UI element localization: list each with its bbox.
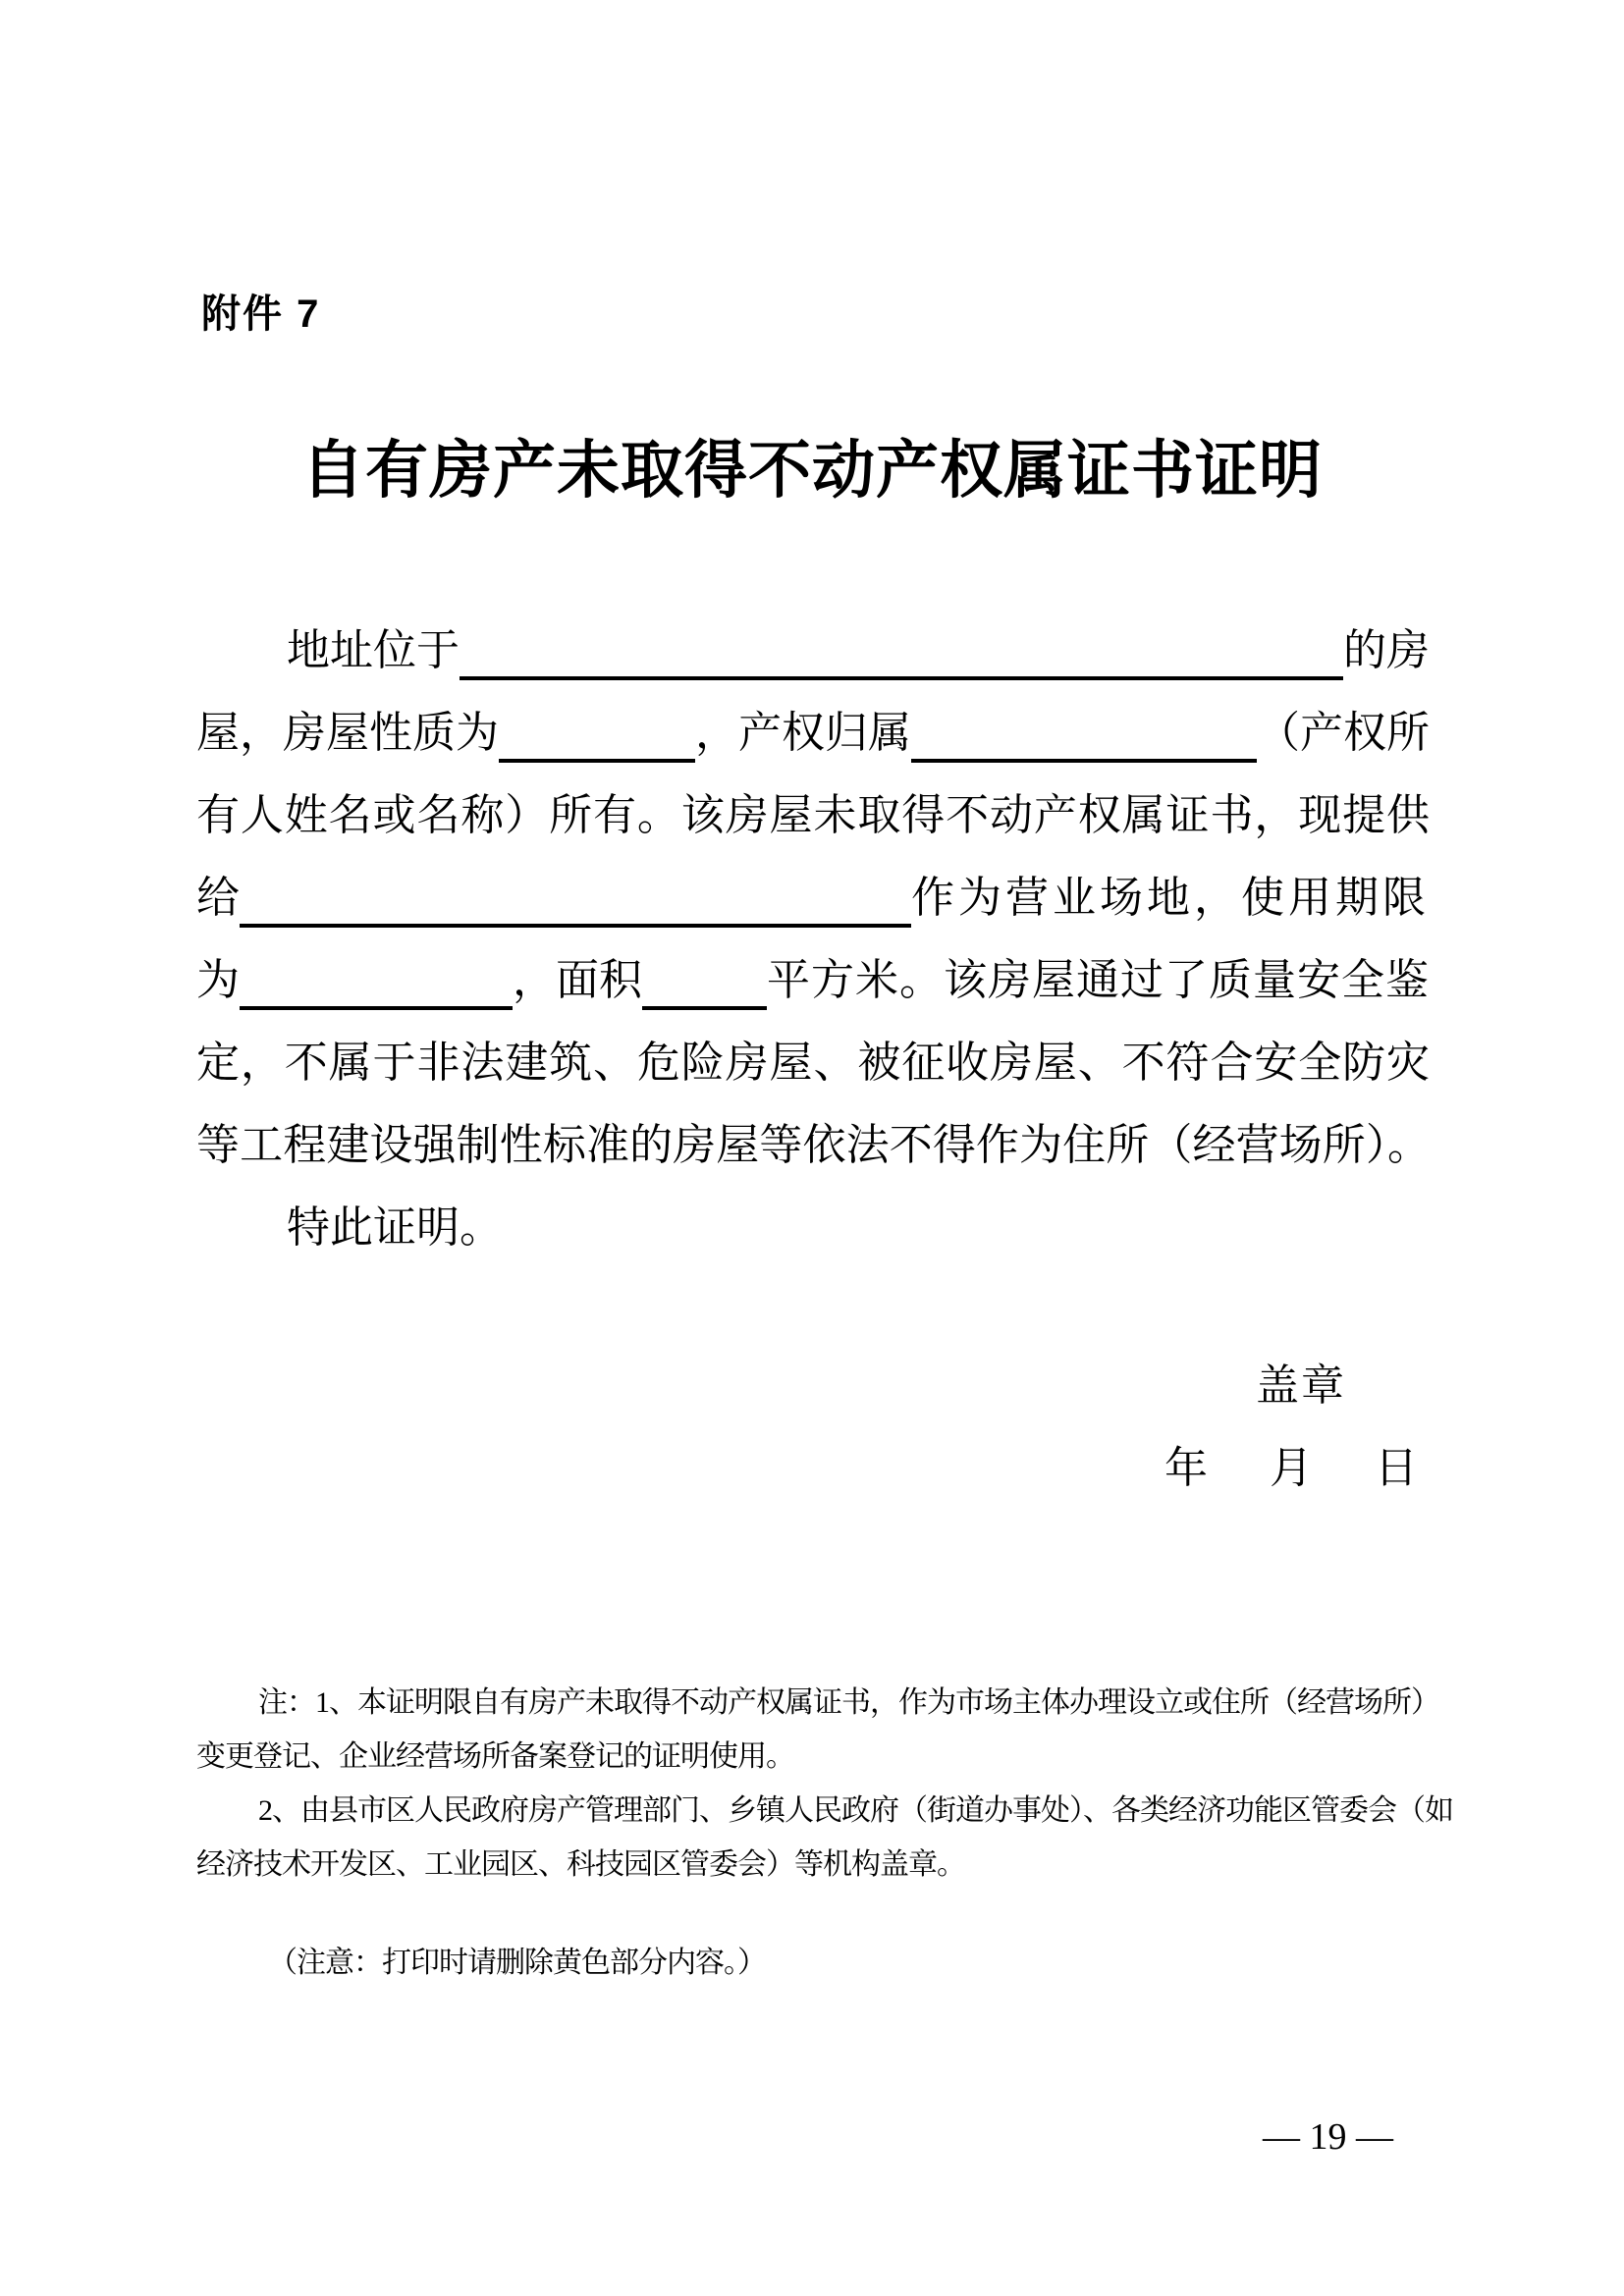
term-blank [240, 1006, 513, 1010]
body-line-3 [196, 763, 1430, 845]
text-run-area-label: ，面积 [513, 956, 642, 1004]
body-line-2 [196, 680, 1430, 763]
text-run-area-suffix: 平方米。该房屋通过了质量安全鉴 [767, 956, 1430, 1004]
seal-label: 盖章 [1256, 1362, 1346, 1410]
note-line-2 [196, 1728, 1435, 1782]
date-day-label: 日 [1375, 1444, 1418, 1492]
date-year-label: 年 [1164, 1444, 1208, 1492]
text-run-hereby-certify: 特此证明。 [287, 1203, 503, 1252]
text-run-note-2: 变更登记、企业经营场所备案登记的证明使用。 [196, 1740, 794, 1773]
text-run-note-3: 2、由县市区人民政府房产管理部门、乡镇人民政府（街道办事处）、各类经济功能区管委会（如 [258, 1794, 1453, 1827]
text-run-address-suffix: 的房 [1343, 626, 1430, 674]
notes-block [196, 1674, 1453, 1890]
text-run-owner-statement: 有人姓名或名称）所有。该房屋未取得不动产权属证书，现提供 [196, 791, 1430, 839]
note-line-3 [196, 1782, 1453, 1836]
text-run-address-prefix: 地址位于 [287, 626, 460, 674]
address-blank [460, 676, 1343, 680]
print-notice: （注意：打印时请删除黄色部分内容。） [268, 1947, 766, 1979]
text-run-owner-paren-open: （产权所 [1257, 709, 1430, 757]
attachment-label: 附件 7 [201, 293, 321, 336]
text-run-term-prefix: 为 [196, 956, 240, 1004]
certificate-body [196, 598, 1430, 1257]
grantee-blank [240, 924, 911, 928]
body-line-1 [196, 598, 1430, 680]
note-line-4 [196, 1836, 1435, 1890]
text-run-safety-statement: 定，不属于非法建筑、危险房屋、被征收房屋、不符合安全防灾 [196, 1039, 1430, 1087]
note-line-1 [196, 1674, 1439, 1728]
text-run-note-1: 注：1、本证明限自有房产未取得不动产权属证书，作为市场主体办理设立或住所（经营场所） [258, 1686, 1439, 1719]
body-line-6 [196, 1010, 1430, 1093]
body-line-8 [196, 1175, 1430, 1257]
body-line-5 [196, 928, 1430, 1010]
ownership-blank [911, 759, 1257, 763]
text-run-house-nature-prefix: 屋，房屋性质为 [196, 709, 499, 757]
text-run-standards-statement: 等工程建设强制性标准的房屋等依法不得作为住所（经营场所）。 [196, 1121, 1430, 1169]
date-month-label: 月 [1270, 1444, 1313, 1492]
body-line-7 [196, 1093, 1430, 1175]
page-number: — 19 — [1263, 2116, 1393, 2158]
date-line [1164, 1444, 1418, 1492]
area-blank [642, 1006, 767, 1010]
house-nature-blank [499, 759, 695, 763]
text-run-note-4: 经济技术开发区、工业园区、科技园区管委会）等机构盖章。 [196, 1848, 965, 1881]
text-run-business-premises: 作为营业场地，使用期限 [911, 874, 1430, 922]
document-title: 自有房产未取得不动产权属证书证明 [301, 436, 1323, 506]
body-line-4 [196, 845, 1430, 928]
text-run-grantee-prefix: 给 [196, 874, 240, 922]
text-run-ownership-prefix: ，产权归属 [695, 709, 911, 757]
